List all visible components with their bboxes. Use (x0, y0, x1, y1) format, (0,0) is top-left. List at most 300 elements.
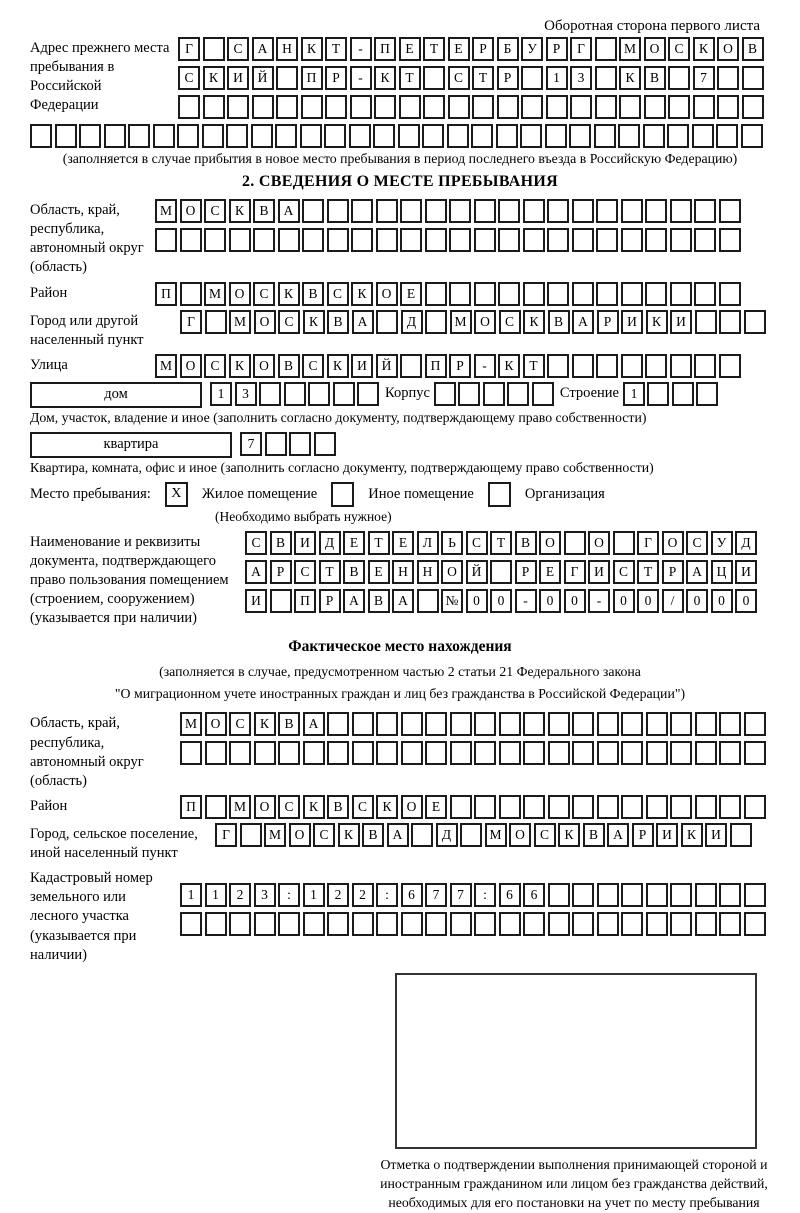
form-cell[interactable] (253, 228, 275, 252)
form-cell[interactable] (425, 282, 447, 306)
form-cell[interactable] (180, 282, 202, 306)
form-cell[interactable]: В (270, 531, 292, 555)
form-cell[interactable]: В (742, 37, 764, 61)
form-cell[interactable]: 1 (546, 66, 568, 90)
form-cell[interactable] (425, 712, 447, 736)
form-cell[interactable] (460, 823, 482, 847)
form-cell[interactable] (474, 228, 496, 252)
form-cell[interactable] (523, 712, 545, 736)
form-cell[interactable] (425, 228, 447, 252)
form-cell[interactable] (670, 354, 692, 378)
form-cell[interactable]: Т (472, 66, 494, 90)
form-cell[interactable] (547, 228, 569, 252)
form-cell[interactable]: Р (597, 310, 619, 334)
form-cell[interactable] (523, 795, 545, 819)
form-cell[interactable] (425, 310, 447, 334)
form-cell[interactable] (548, 912, 570, 936)
form-cell[interactable] (719, 199, 741, 223)
form-cell[interactable]: 7 (450, 883, 472, 907)
form-cell[interactable]: Г (637, 531, 659, 555)
form-cell[interactable] (302, 199, 324, 223)
form-cell[interactable] (259, 382, 281, 406)
form-cell[interactable]: 6 (499, 883, 521, 907)
form-cell[interactable]: С (204, 199, 226, 223)
form-cell[interactable]: И (351, 354, 373, 378)
form-cell[interactable] (423, 66, 445, 90)
form-cell[interactable] (373, 124, 395, 148)
form-cell[interactable] (719, 310, 741, 334)
form-cell[interactable] (507, 382, 529, 406)
apartment-type-box[interactable]: квартира (30, 432, 232, 458)
form-cell[interactable] (646, 795, 668, 819)
form-cell[interactable]: О (289, 823, 311, 847)
form-cell[interactable] (570, 95, 592, 119)
form-cell[interactable]: Л (417, 531, 439, 555)
form-cell[interactable] (474, 199, 496, 223)
form-cell[interactable]: К (693, 37, 715, 61)
form-cell[interactable]: А (303, 712, 325, 736)
form-cell[interactable]: Т (325, 37, 347, 61)
form-cell[interactable] (569, 124, 591, 148)
form-cell[interactable]: С (204, 354, 226, 378)
form-cell[interactable] (303, 912, 325, 936)
form-cell[interactable] (265, 432, 287, 456)
form-cell[interactable]: Г (178, 37, 200, 61)
form-cell[interactable] (523, 741, 545, 765)
form-cell[interactable]: Р (472, 37, 494, 61)
form-cell[interactable]: О (588, 531, 610, 555)
form-cell[interactable] (448, 95, 470, 119)
form-cell[interactable]: Т (423, 37, 445, 61)
form-cell[interactable]: К (376, 795, 398, 819)
form-cell[interactable] (376, 310, 398, 334)
form-cell[interactable] (548, 712, 570, 736)
form-cell[interactable]: К (229, 354, 251, 378)
form-cell[interactable]: 0 (564, 589, 586, 613)
form-cell[interactable]: О (180, 354, 202, 378)
form-cell[interactable]: С (534, 823, 556, 847)
form-cell[interactable]: 1 (210, 382, 232, 406)
form-cell[interactable]: О (662, 531, 684, 555)
form-cell[interactable] (670, 199, 692, 223)
form-cell[interactable] (547, 199, 569, 223)
form-cell[interactable] (548, 741, 570, 765)
form-cell[interactable] (695, 912, 717, 936)
form-cell[interactable]: И (656, 823, 678, 847)
form-cell[interactable] (719, 354, 741, 378)
form-cell[interactable]: 2 (352, 883, 374, 907)
form-cell[interactable] (376, 228, 398, 252)
form-cell[interactable] (744, 883, 766, 907)
form-cell[interactable]: С (178, 66, 200, 90)
form-cell[interactable]: К (278, 282, 300, 306)
form-cell[interactable] (670, 741, 692, 765)
form-cell[interactable] (613, 531, 635, 555)
form-cell[interactable] (180, 228, 202, 252)
form-cell[interactable] (499, 741, 521, 765)
form-cell[interactable]: К (498, 354, 520, 378)
form-cell[interactable] (450, 712, 472, 736)
form-cell[interactable]: К (374, 66, 396, 90)
form-cell[interactable] (254, 741, 276, 765)
form-cell[interactable] (278, 228, 300, 252)
form-cell[interactable]: К (351, 282, 373, 306)
form-cell[interactable]: П (374, 37, 396, 61)
form-cell[interactable]: 0 (539, 589, 561, 613)
form-cell[interactable] (572, 741, 594, 765)
form-cell[interactable] (352, 741, 374, 765)
form-cell[interactable] (716, 124, 738, 148)
form-cell[interactable] (276, 66, 298, 90)
form-cell[interactable]: О (717, 37, 739, 61)
form-cell[interactable]: С (245, 531, 267, 555)
form-cell[interactable] (327, 712, 349, 736)
form-cell[interactable]: М (155, 199, 177, 223)
form-cell[interactable] (327, 228, 349, 252)
form-cell[interactable] (423, 95, 445, 119)
form-cell[interactable] (300, 124, 322, 148)
form-cell[interactable] (523, 228, 545, 252)
form-cell[interactable]: Г (570, 37, 592, 61)
form-cell[interactable] (521, 95, 543, 119)
form-cell[interactable]: П (155, 282, 177, 306)
form-cell[interactable] (229, 912, 251, 936)
form-cell[interactable] (730, 823, 752, 847)
form-cell[interactable] (548, 883, 570, 907)
form-cell[interactable] (376, 199, 398, 223)
form-cell[interactable] (717, 66, 739, 90)
form-cell[interactable]: 0 (735, 589, 757, 613)
checkbox-other-premises[interactable] (331, 482, 354, 507)
form-cell[interactable]: В (362, 823, 384, 847)
form-cell[interactable]: У (521, 37, 543, 61)
form-cell[interactable]: И (705, 823, 727, 847)
form-cell[interactable] (226, 124, 248, 148)
form-cell[interactable]: Р (662, 560, 684, 584)
form-cell[interactable]: Е (343, 531, 365, 555)
form-cell[interactable] (621, 912, 643, 936)
form-cell[interactable]: К (619, 66, 641, 90)
form-cell[interactable] (450, 795, 472, 819)
form-cell[interactable] (667, 124, 689, 148)
form-cell[interactable]: К (523, 310, 545, 334)
form-cell[interactable] (425, 912, 447, 936)
form-cell[interactable] (572, 354, 594, 378)
form-cell[interactable] (547, 354, 569, 378)
form-cell[interactable]: А (278, 199, 300, 223)
form-cell[interactable] (352, 912, 374, 936)
form-cell[interactable] (523, 912, 545, 936)
form-cell[interactable]: А (392, 589, 414, 613)
form-cell[interactable]: Е (368, 560, 390, 584)
form-cell[interactable] (644, 95, 666, 119)
form-cell[interactable] (547, 282, 569, 306)
form-cell[interactable] (670, 282, 692, 306)
form-cell[interactable]: К (301, 37, 323, 61)
form-cell[interactable] (357, 382, 379, 406)
form-cell[interactable] (278, 741, 300, 765)
form-cell[interactable] (325, 95, 347, 119)
form-cell[interactable] (351, 228, 373, 252)
form-cell[interactable]: И (621, 310, 643, 334)
form-cell[interactable] (594, 124, 616, 148)
form-cell[interactable] (646, 712, 668, 736)
form-cell[interactable]: Д (319, 531, 341, 555)
form-cell[interactable]: П (425, 354, 447, 378)
form-cell[interactable]: С (313, 823, 335, 847)
form-cell[interactable]: П (180, 795, 202, 819)
form-cell[interactable]: К (303, 310, 325, 334)
form-cell[interactable]: О (441, 560, 463, 584)
form-cell[interactable] (284, 382, 306, 406)
form-cell[interactable]: 1 (303, 883, 325, 907)
form-cell[interactable] (744, 712, 766, 736)
form-cell[interactable]: О (254, 310, 276, 334)
form-cell[interactable] (692, 124, 714, 148)
form-cell[interactable]: Й (376, 354, 398, 378)
form-cell[interactable]: С (229, 712, 251, 736)
form-cell[interactable] (398, 124, 420, 148)
form-cell[interactable]: А (387, 823, 409, 847)
form-cell[interactable]: В (302, 282, 324, 306)
form-cell[interactable] (303, 741, 325, 765)
form-cell[interactable]: К (229, 199, 251, 223)
form-cell[interactable] (646, 741, 668, 765)
form-cell[interactable]: М (180, 712, 202, 736)
form-cell[interactable] (422, 124, 444, 148)
form-cell[interactable]: Р (325, 66, 347, 90)
form-cell[interactable] (647, 382, 669, 406)
form-cell[interactable]: 2 (327, 883, 349, 907)
form-cell[interactable]: 0 (637, 589, 659, 613)
form-cell[interactable] (564, 531, 586, 555)
form-cell[interactable] (289, 432, 311, 456)
form-cell[interactable]: А (343, 589, 365, 613)
form-cell[interactable] (597, 712, 619, 736)
form-cell[interactable]: Е (539, 560, 561, 584)
form-cell[interactable]: Т (523, 354, 545, 378)
form-cell[interactable]: Г (180, 310, 202, 334)
form-cell[interactable]: М (229, 795, 251, 819)
form-cell[interactable] (376, 912, 398, 936)
form-cell[interactable]: К (327, 354, 349, 378)
form-cell[interactable] (719, 282, 741, 306)
form-cell[interactable] (672, 382, 694, 406)
form-cell[interactable] (646, 912, 668, 936)
form-cell[interactable]: - (474, 354, 496, 378)
form-cell[interactable] (520, 124, 542, 148)
form-cell[interactable]: Ь (441, 531, 463, 555)
form-cell[interactable]: С (352, 795, 374, 819)
form-cell[interactable]: Р (546, 37, 568, 61)
form-cell[interactable]: О (205, 712, 227, 736)
form-cell[interactable]: В (644, 66, 666, 90)
form-cell[interactable]: М (155, 354, 177, 378)
form-cell[interactable] (153, 124, 175, 148)
form-cell[interactable] (327, 741, 349, 765)
form-cell[interactable]: А (352, 310, 374, 334)
form-cell[interactable] (308, 382, 330, 406)
form-cell[interactable] (744, 795, 766, 819)
form-cell[interactable]: И (735, 560, 757, 584)
form-cell[interactable]: С (253, 282, 275, 306)
form-cell[interactable]: Е (448, 37, 470, 61)
form-cell[interactable] (621, 228, 643, 252)
form-cell[interactable] (180, 912, 202, 936)
form-cell[interactable]: В (583, 823, 605, 847)
form-cell[interactable] (621, 795, 643, 819)
form-cell[interactable]: К (338, 823, 360, 847)
form-cell[interactable]: Ц (711, 560, 733, 584)
form-cell[interactable] (670, 912, 692, 936)
form-cell[interactable] (619, 95, 641, 119)
form-cell[interactable] (450, 741, 472, 765)
form-cell[interactable]: М (450, 310, 472, 334)
form-cell[interactable]: Н (392, 560, 414, 584)
form-cell[interactable] (693, 95, 715, 119)
form-cell[interactable] (521, 66, 543, 90)
form-cell[interactable] (741, 124, 763, 148)
form-cell[interactable] (205, 310, 227, 334)
form-cell[interactable]: Р (497, 66, 519, 90)
form-cell[interactable] (205, 795, 227, 819)
form-cell[interactable] (695, 795, 717, 819)
form-cell[interactable] (474, 741, 496, 765)
checkbox-residential[interactable]: X (165, 482, 188, 507)
form-cell[interactable]: Й (466, 560, 488, 584)
form-cell[interactable]: В (278, 712, 300, 736)
form-cell[interactable]: 3 (570, 66, 592, 90)
form-cell[interactable]: С (302, 354, 324, 378)
form-cell[interactable]: Н (276, 37, 298, 61)
form-cell[interactable] (401, 712, 423, 736)
form-cell[interactable] (546, 95, 568, 119)
form-cell[interactable]: Е (399, 37, 421, 61)
form-cell[interactable] (572, 883, 594, 907)
form-cell[interactable]: К (303, 795, 325, 819)
form-cell[interactable] (523, 282, 545, 306)
form-cell[interactable] (596, 282, 618, 306)
form-cell[interactable]: С (227, 37, 249, 61)
form-cell[interactable] (532, 382, 554, 406)
form-cell[interactable] (595, 95, 617, 119)
form-cell[interactable] (572, 199, 594, 223)
form-cell[interactable] (498, 228, 520, 252)
form-cell[interactable] (276, 95, 298, 119)
form-cell[interactable] (254, 912, 276, 936)
form-cell[interactable] (314, 432, 336, 456)
form-cell[interactable]: И (670, 310, 692, 334)
form-cell[interactable] (205, 912, 227, 936)
form-cell[interactable] (670, 228, 692, 252)
form-cell[interactable] (400, 354, 422, 378)
form-cell[interactable]: П (294, 589, 316, 613)
form-cell[interactable] (447, 124, 469, 148)
form-cell[interactable]: 6 (401, 883, 423, 907)
form-cell[interactable] (696, 382, 718, 406)
form-cell[interactable] (349, 124, 371, 148)
form-cell[interactable] (744, 741, 766, 765)
form-cell[interactable] (400, 199, 422, 223)
form-cell[interactable] (596, 228, 618, 252)
form-cell[interactable]: Т (399, 66, 421, 90)
form-cell[interactable]: Н (417, 560, 439, 584)
form-cell[interactable]: : (278, 883, 300, 907)
form-cell[interactable]: С (278, 795, 300, 819)
form-cell[interactable]: С (466, 531, 488, 555)
form-cell[interactable] (597, 741, 619, 765)
form-cell[interactable]: К (558, 823, 580, 847)
checkbox-organization[interactable] (488, 482, 511, 507)
form-cell[interactable] (499, 712, 521, 736)
form-cell[interactable] (55, 124, 77, 148)
form-cell[interactable] (497, 95, 519, 119)
form-cell[interactable]: Й (252, 66, 274, 90)
form-cell[interactable] (374, 95, 396, 119)
form-cell[interactable]: 0 (613, 589, 635, 613)
form-cell[interactable] (401, 912, 423, 936)
form-cell[interactable] (670, 795, 692, 819)
form-cell[interactable] (471, 124, 493, 148)
form-cell[interactable] (275, 124, 297, 148)
form-cell[interactable]: М (264, 823, 286, 847)
form-cell[interactable] (596, 199, 618, 223)
form-cell[interactable] (645, 354, 667, 378)
form-cell[interactable]: 3 (254, 883, 276, 907)
form-cell[interactable] (645, 282, 667, 306)
form-cell[interactable] (177, 124, 199, 148)
form-cell[interactable] (621, 712, 643, 736)
form-cell[interactable]: А (607, 823, 629, 847)
form-cell[interactable]: И (294, 531, 316, 555)
form-cell[interactable]: А (245, 560, 267, 584)
form-cell[interactable]: Е (425, 795, 447, 819)
form-cell[interactable] (595, 66, 617, 90)
form-cell[interactable]: С (686, 531, 708, 555)
form-cell[interactable] (694, 228, 716, 252)
form-cell[interactable] (668, 95, 690, 119)
form-cell[interactable] (744, 310, 766, 334)
form-cell[interactable] (572, 282, 594, 306)
form-cell[interactable] (449, 228, 471, 252)
form-cell[interactable] (180, 741, 202, 765)
form-cell[interactable] (498, 199, 520, 223)
form-cell[interactable] (302, 228, 324, 252)
form-cell[interactable] (597, 912, 619, 936)
form-cell[interactable]: К (646, 310, 668, 334)
form-cell[interactable]: У (711, 531, 733, 555)
form-cell[interactable] (203, 95, 225, 119)
form-cell[interactable] (251, 124, 273, 148)
form-cell[interactable]: С (499, 310, 521, 334)
form-cell[interactable] (496, 124, 518, 148)
form-cell[interactable] (545, 124, 567, 148)
form-cell[interactable]: 1 (623, 382, 645, 406)
form-cell[interactable] (252, 95, 274, 119)
form-cell[interactable]: Е (400, 282, 422, 306)
form-cell[interactable]: Г (215, 823, 237, 847)
form-cell[interactable]: О (376, 282, 398, 306)
form-cell[interactable] (450, 912, 472, 936)
form-cell[interactable] (474, 912, 496, 936)
form-cell[interactable] (205, 741, 227, 765)
form-cell[interactable] (104, 124, 126, 148)
form-cell[interactable]: Б (497, 37, 519, 61)
form-cell[interactable] (425, 199, 447, 223)
form-cell[interactable]: Р (515, 560, 537, 584)
form-cell[interactable]: - (515, 589, 537, 613)
form-cell[interactable]: В (368, 589, 390, 613)
